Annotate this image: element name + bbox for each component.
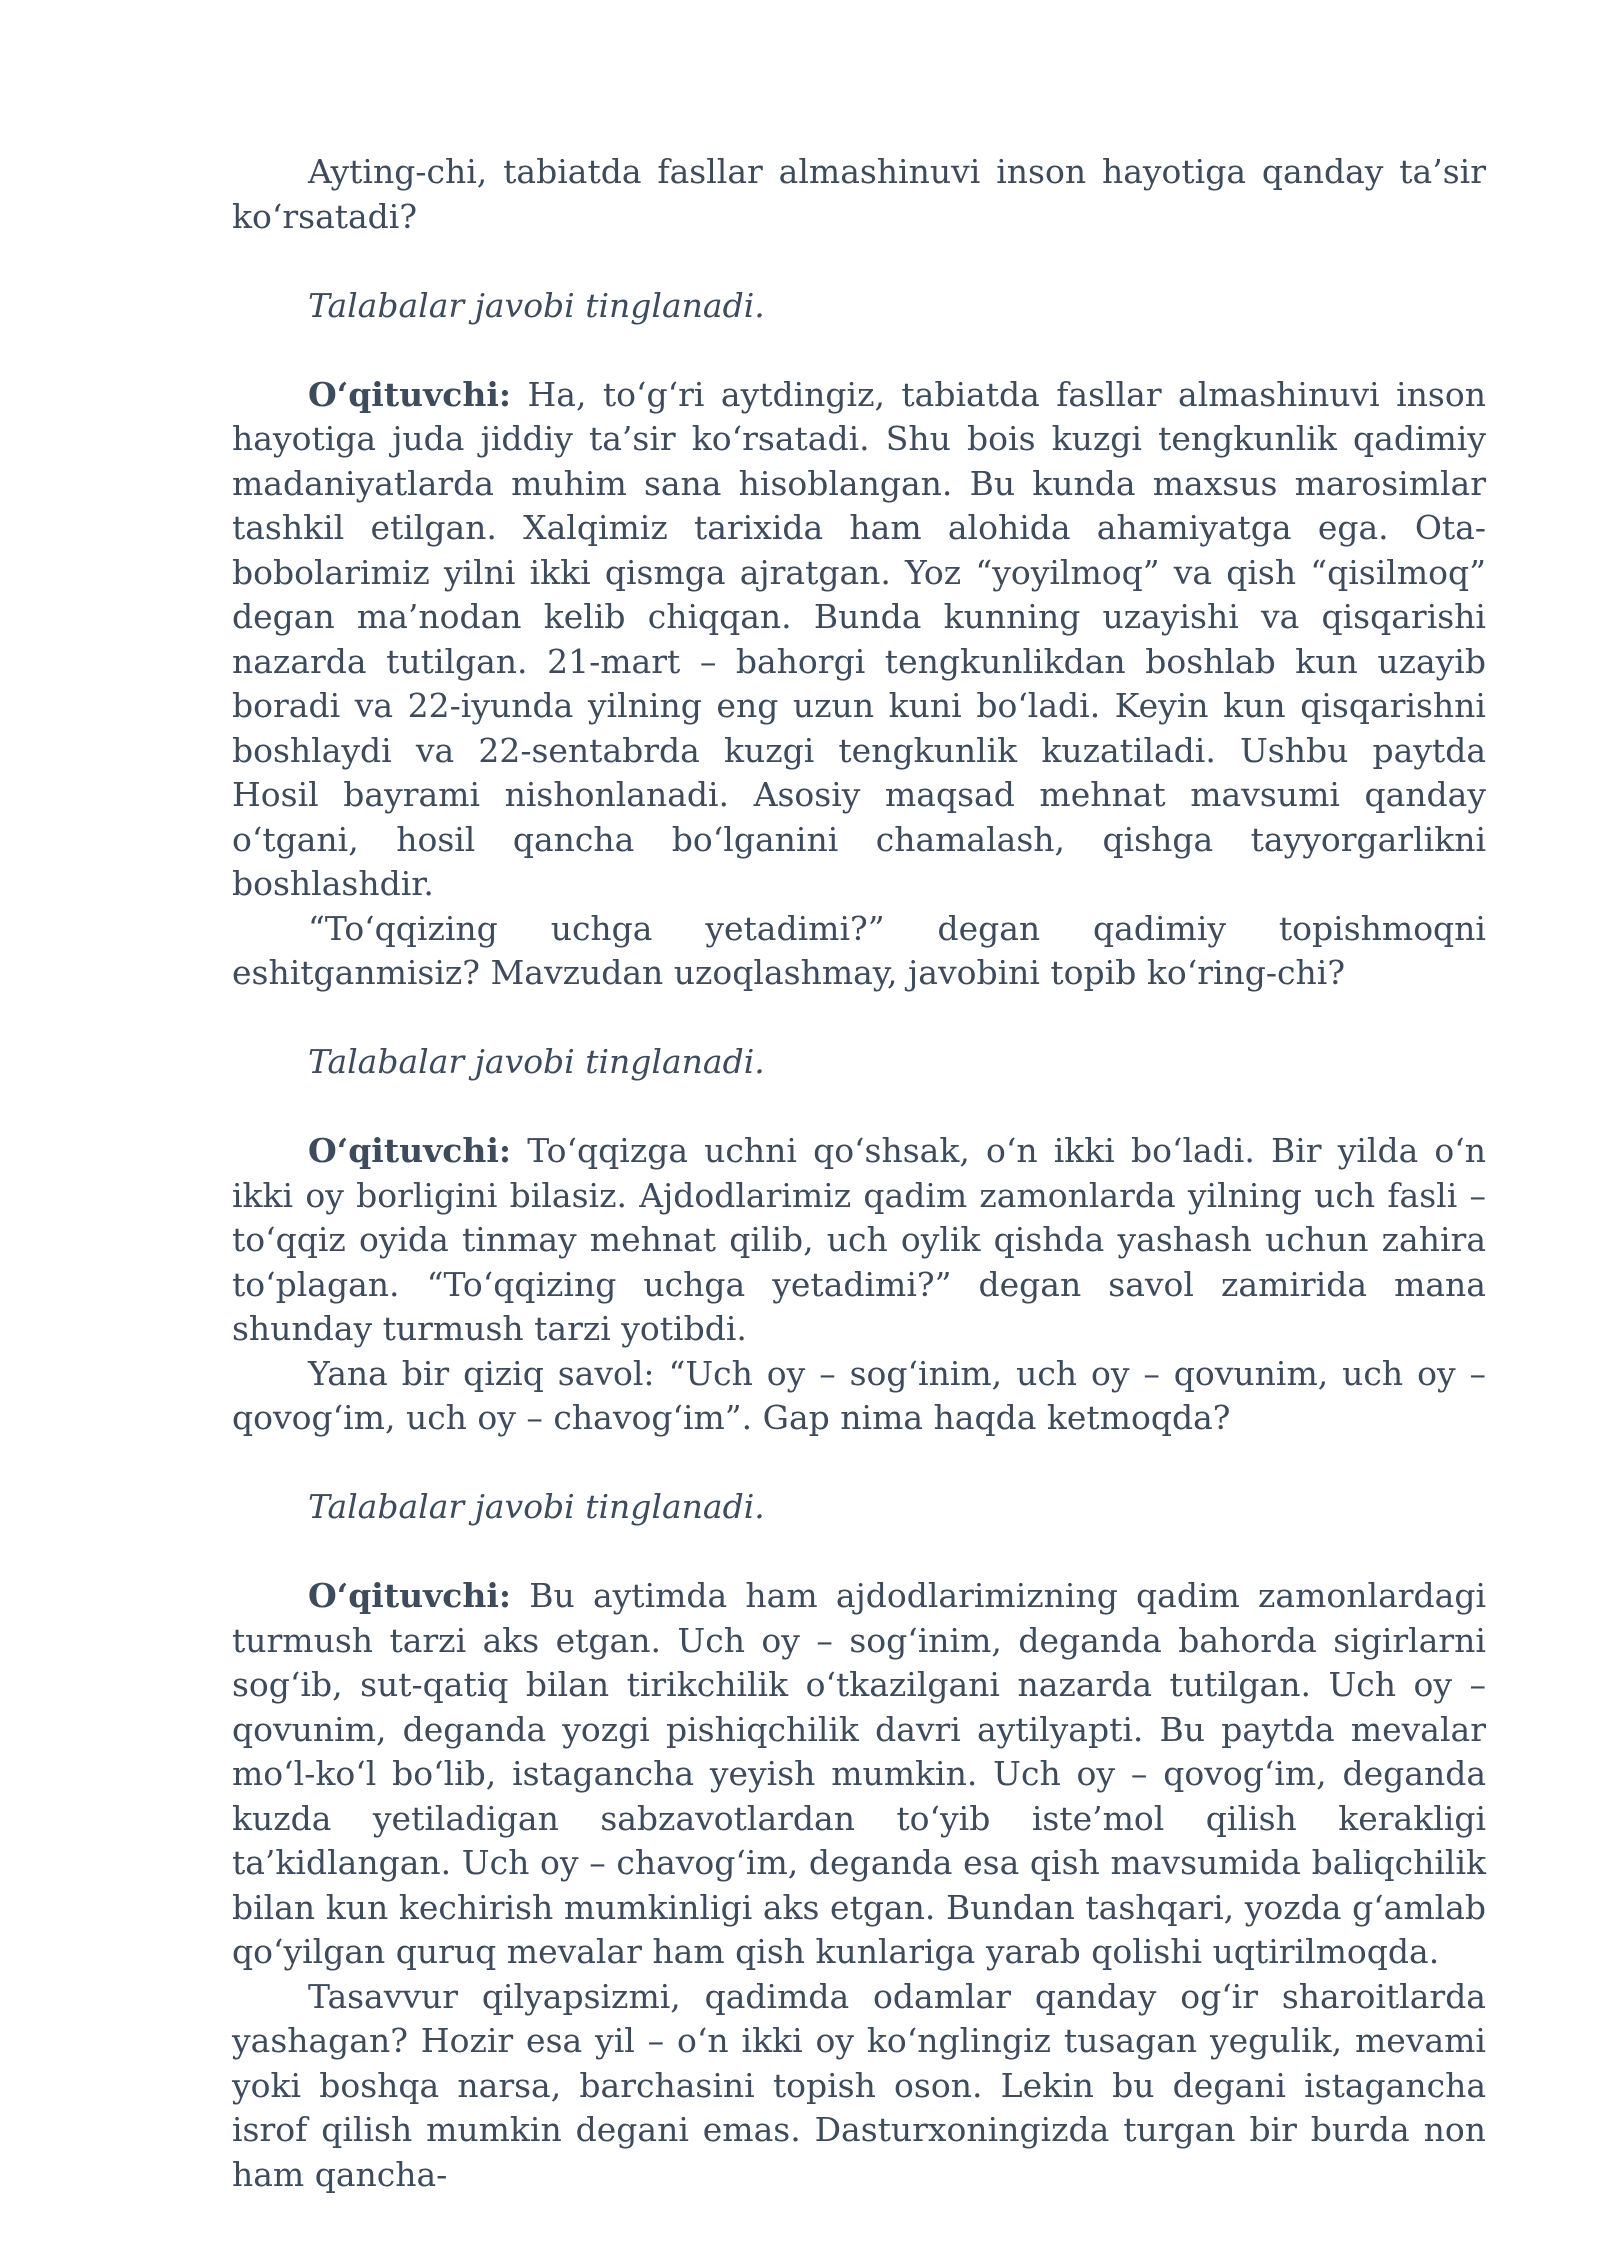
paragraph-teacher-speech (232, 1129, 1486, 1352)
speaker-label: O‘qituvchi: (308, 1131, 512, 1170)
paragraph-question-seasons: Ayting-chi, tabiatda fasllar almashinuvi inson hayotiga qanday ta’sir ko‘rsatadi? (232, 152, 1486, 236)
spacer (232, 996, 1486, 1041)
speech-text: Bu aytimda ham ajdodlarimizning qadim zamonlardagi turmush tarzi aks etgan. Uch oy – sog‘inim, deganda bahorda sigirlarni sog‘ib, sut-qatiq bilan tirikchilik o‘tkazilgani nazarda tutilgan. Uch oy – qovunim, deganda yozgi pishiqchilik davri aytilyapti. Bu paytda mevalar mo‘l-ko‘l bo‘lib, istagancha yeyish mumkin. Uch oy – qovog‘im, deganda kuzda yetiladigan sabzavotlardan to‘yib iste’mol qilish kerakligi ta’kidlangan. Uch oy – chavog‘im, deganda esa qish mavsumida baliqchilik bilan kun kechirish mumkinligi aks etgan. Bundan tashqari, yozda g‘amlab qo‘yilgan quruq mevalar ham qish kunlariga yarab qolishi uqtirilmoqda. (232, 1576, 1486, 1971)
paragraph-second-question: Yana bir qiziq savol: “Uch oy – sog‘inim, uch oy – qovunim, uch oy – qovog‘im, uch oy – chavog‘im”. Gap nima haqda ketmoqda? (232, 1353, 1486, 1437)
document-page (232, 150, 1486, 2197)
note-students-answer: Talabalar javobi tinglanadi. (308, 1487, 765, 1526)
speech-text: Ha, to‘g‘ri aytdingiz, tabiatda fasllar almashinuvi inson hayotiga juda jiddiy ta’sir ko‘rsatadi. Shu bois kuzgi tengkunlik qadimiy madaniyatlarda muhim sana hisoblangan. Bu kunda maxsus marosimlar tashkil etilgan. Xalqimiz tarixida ham alohida ahamiyatga ega. Ota-bobolarimiz yilni ikki qismga ajratgan. Yoz “yoyilmoq” va qish “qisilmoq” degan ma’nodan kelib chiqqan. Bunda kunning uzayishi va qisqarishi nazarda tutilgan. 21-mart – bahorgi tengkunlikdan boshlab kun uzayib boradi va 22-iyunda yilning eng uzun kuni bo‘ladi. Keyin kun qisqarishni boshlaydi va 22-sentabrda kuzgi tengkunlik kuzatiladi. Ushbu paytda Hosil bayrami nishonlanadi. Asosiy maqsad mehnat mavsumi qanday o‘tgani, hosil qancha bo‘lganini chamalash, qishga tayyorgarlikni boshlashdir. (232, 374, 1486, 903)
spacer (232, 1441, 1486, 1486)
paragraph-closing: Tasavvur qilyapsizmi, qadimda odamlar qanday og‘ir sharoitlarda yashagan? Hozir esa yil – o‘n ikki oy ko‘nglingiz tusagan yegulik, mevami yoki boshqa narsa, barchasini topish oson. Lekin bu degani istagancha isrof qilish mumkin degani emas. Dasturxoningizda turgan bir burda non ham qancha- (232, 1976, 1486, 2194)
speaker-label: O‘qituvchi: (308, 1576, 512, 1615)
speaker-label: O‘qituvchi: (308, 374, 512, 414)
note-students-answer: Talabalar javobi tinglanadi. (308, 285, 765, 325)
paragraph-teacher-speech (232, 373, 1486, 907)
spacer (232, 1085, 1486, 1130)
spacer (232, 328, 1486, 373)
paragraph-riddle-question: “To‘qqizing uchga yetadimi?” degan qadimiy topishmoqni eshitganmisiz? Mavzudan uzoqlashmay, javobini topib ko‘ring-chi? (232, 908, 1486, 992)
speech-text: To‘qqizga uchni qo‘shsak, o‘n ikki bo‘ladi. Bir yilda o‘n ikki oy borligini bilasiz. Ajdodlarimiz qadim zamonlarda yilning uch fasli – to‘qqiz oyida tinmay mehnat qilib, uch oylik qishda yashash uchun zahira to‘plagan. “To‘qqizing uchga yetadimi?” degan savol zamirida mana shunday turmush tarzi yotibdi. (232, 1131, 1486, 1348)
spacer (232, 1530, 1486, 1575)
paragraph-teacher-speech (232, 1574, 1486, 1975)
spacer (232, 239, 1486, 284)
note-students-answer: Talabalar javobi tinglanadi. (308, 1042, 765, 1081)
